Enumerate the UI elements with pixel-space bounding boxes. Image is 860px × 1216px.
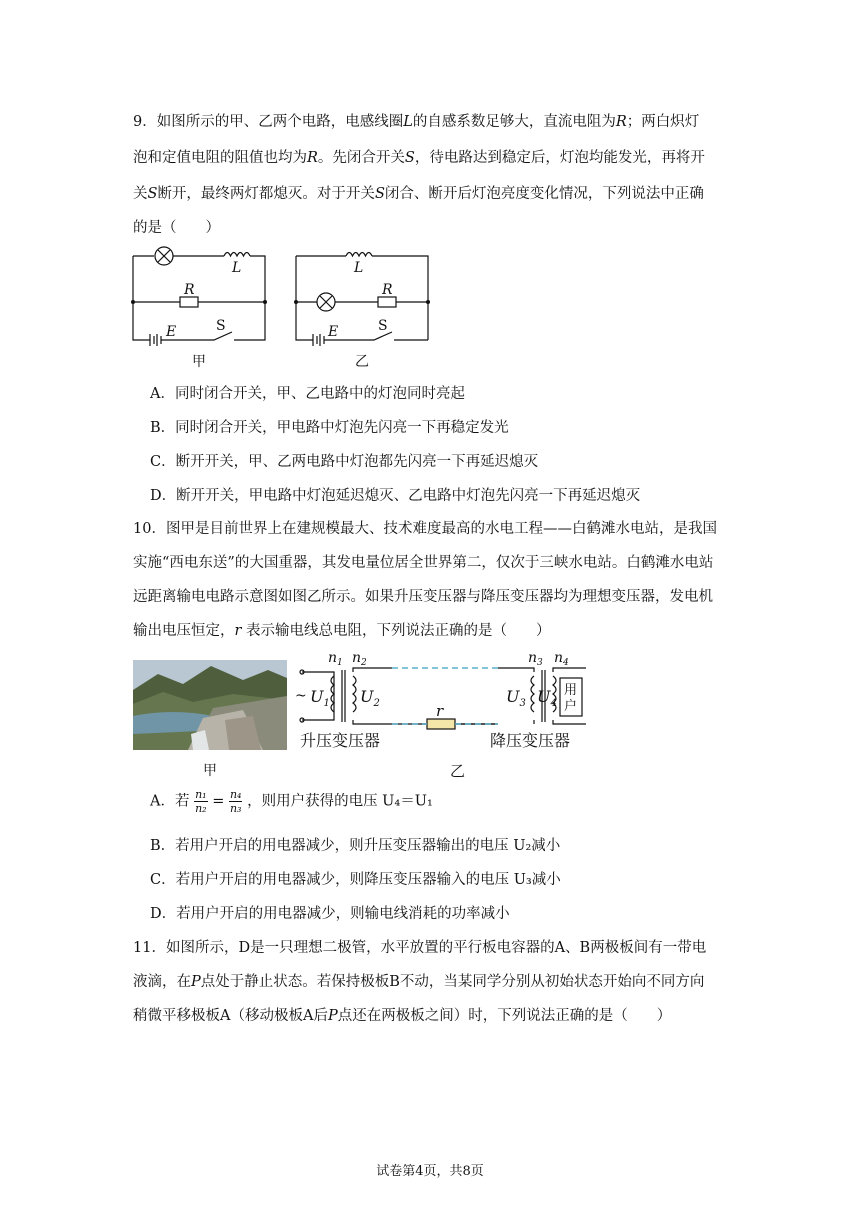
svg-text:n4 — [554, 650, 569, 668]
q9-option-b: B．同时闭合开关，甲电路中灯泡先闪亮一下再稳定发光 — [150, 420, 509, 436]
q11-line2-b: 点处于静止状态。若保持极板B不动，当某同学分别从初始状态开始向不同方向 — [200, 974, 705, 990]
resistor-r — [427, 719, 455, 729]
q10-optA-prefix: A．若 — [150, 793, 190, 810]
battery-yi — [313, 334, 324, 346]
q9-text-line-2 — [133, 146, 705, 167]
label-n3: n — [528, 650, 538, 666]
label-U1-sub: 1 — [323, 698, 330, 709]
svg-text:n1 — [328, 650, 343, 668]
svg-text:U3 — [506, 687, 526, 709]
q9-symbol-R: R — [615, 114, 627, 130]
q10-symbol-r: r — [234, 623, 242, 639]
label-U1: U — [310, 687, 324, 706]
user-label-2: 户 — [564, 699, 578, 714]
label-U4: U — [537, 687, 551, 706]
q11-text-line-2 — [133, 970, 704, 991]
q11-line3-b: 点还在两极板之间）时，下列说法正确的是（ ） — [337, 1008, 672, 1024]
fraction-n4-n3 — [229, 788, 243, 815]
resistor-jia — [180, 297, 198, 307]
frac1-numerator: n₁ — [195, 788, 207, 801]
label-U3-sub: 3 — [519, 698, 526, 709]
q10-option-b: B．若用户开启的用电器减少，则升压变压器输出的电压 U₂减小 — [150, 838, 561, 854]
q9-symbol-L: L — [403, 114, 413, 130]
label-R-jia: R — [184, 282, 195, 298]
q9-option-a: A．同时闭合开关，甲、乙电路中的灯泡同时亮起 — [150, 386, 465, 402]
label-U2: U — [360, 687, 374, 706]
svg-text:U2 — [360, 687, 380, 709]
step-down-transformer-label: 降压变压器 — [490, 731, 571, 750]
label-n1: n — [328, 650, 338, 666]
label-r: r — [436, 702, 444, 720]
coil-n3 — [531, 676, 534, 712]
q10-option-c: C．若用户开启的用电器减少，则降压变压器输入的电压 U₃减小 — [150, 872, 561, 888]
ac-source-symbol: ~ — [295, 688, 307, 704]
q9-option-c: C．断开开关，甲、乙两电路中灯泡都先闪亮一下再延迟熄灭 — [150, 454, 539, 470]
step-up-transformer-label: 升压变压器 — [300, 731, 381, 750]
q9-line2-c: ，待电路达到稳定后，灯泡均能发光，再将开 — [414, 150, 705, 166]
resistor-yi — [378, 297, 396, 307]
frac2-numerator: n₄ — [229, 788, 242, 801]
q11-line2-a: 液滴，在 — [133, 974, 191, 990]
label-U3: U — [506, 687, 520, 706]
caption-yi: 乙 — [355, 354, 369, 370]
frac1-denominator: n₂ — [195, 802, 207, 815]
label-U4-sub: 4 — [550, 698, 557, 709]
q10-line4-b: 表示输电线总电阻，下列说法正确的是（ ） — [241, 623, 551, 639]
q9-symbol-R2: R — [307, 150, 318, 166]
label-S-jia: S — [216, 318, 226, 334]
label-n1-sub: 1 — [337, 658, 343, 668]
q11-symbol-P: P — [191, 974, 201, 990]
q10-text-line-1: 10．图甲是目前世界上在建规模最大、技术难度最高的水电工程——白鹤滩水电站，是我国 — [133, 521, 717, 537]
caption-jia: 甲 — [192, 354, 206, 370]
q10-line4-a: 输出电压恒定， — [133, 623, 235, 639]
label-U2-sub: 2 — [373, 698, 380, 709]
q9-line3-b: 断开，最终两灯都熄灭。对于开关 — [157, 186, 375, 202]
q10-caption-jia: 甲 — [203, 763, 217, 779]
label-n4-sub: 4 — [563, 658, 569, 668]
q10-text-line-4 — [133, 619, 551, 640]
q9-text-line-4: 的是（ ） — [133, 220, 220, 236]
inductor-yi — [346, 253, 372, 257]
svg-text:n3 — [528, 650, 543, 668]
q10-text-line-2: 实施“西电东送”的大国重器，其发电量位居全世界第二，仅次于三峡水电站。白鹤滩水电站 — [133, 555, 714, 571]
q9-symbol-S3: S — [374, 186, 385, 202]
q9-line2-b: 。先闭合开关 — [317, 150, 405, 166]
q9-line3-c: 闭合、断开后灯泡亮度变化情况，下列说法中正确 — [384, 186, 704, 202]
svg-text:U1 — [310, 687, 330, 709]
label-E-yi: E — [328, 324, 339, 340]
label-E-jia: E — [166, 324, 177, 340]
label-L-yi: L — [354, 260, 364, 276]
q9-line3-a: 关 — [133, 186, 148, 202]
q9-line1-c: ；两白炽灯 — [626, 114, 700, 130]
q10-text-line-3: 远距离输电电路示意图如图乙所示。如果升压变压器与降压变压器均为理想变压器，发电机 — [133, 589, 713, 605]
label-n4: n — [554, 650, 564, 666]
equals-sign: = — [212, 793, 225, 810]
q11-symbol-P2: P — [327, 1008, 338, 1024]
q10-optA-suffix: ，则用户获得的电压 U₄＝U₁ — [247, 793, 433, 810]
label-L-jia: L — [232, 260, 242, 276]
q11-text-line-1: 11．如图所示，D是一只理想二极管，水平放置的平行板电容器的A、B两极板间有一带电 — [133, 940, 707, 956]
q10-option-a — [150, 788, 433, 815]
inductor-jia — [224, 253, 250, 257]
q9-symbol-S2: S — [147, 186, 158, 202]
q11-line3-a: 稍微平移极板A（移动极板A后 — [133, 1008, 328, 1024]
user-label-1: 用 — [564, 683, 578, 698]
q9-option-d: D．断开开关，甲电路中灯泡延迟熄灭、乙电路中灯泡先闪亮一下再延迟熄灭 — [150, 488, 641, 504]
frac2-denominator: n₃ — [229, 802, 242, 815]
fraction-n1-n2 — [194, 788, 208, 815]
svg-text:U4 — [537, 687, 557, 709]
label-n3-sub: 3 — [537, 658, 543, 668]
label-R-yi: R — [382, 282, 393, 298]
svg-text:n2 — [352, 650, 367, 668]
q10-option-d: D．若用户开启的用电器减少，则输电线消耗的功率减小 — [150, 906, 510, 922]
q10-caption-yi: 乙 — [450, 762, 466, 780]
q9-line1-a: 9．如图所示的甲、乙两个电路，电感线圈 — [133, 114, 404, 130]
circuit-jia — [133, 247, 265, 346]
battery-jia — [150, 334, 161, 346]
q9-line1-b: 的自感系数足够大，直流电阻为 — [412, 114, 616, 130]
q9-line2-a: 泡和定值电阻的阻值也均为 — [133, 150, 307, 166]
q9-text-line-3 — [133, 182, 704, 203]
label-n2: n — [352, 650, 362, 666]
coil-n2 — [353, 676, 356, 712]
q11-text-line-3 — [133, 1004, 671, 1025]
q10-transmission-diagram — [292, 648, 592, 753]
label-n2-sub: 2 — [361, 658, 367, 668]
page-footer: 试卷第4页，共8页 — [376, 1164, 484, 1179]
hydropower-station-photo — [133, 660, 287, 750]
q9-text-line-1 — [133, 110, 699, 131]
q9-symbol-S: S — [404, 150, 415, 166]
q9-circuit-figure — [128, 240, 448, 375]
label-S-yi: S — [378, 318, 388, 334]
